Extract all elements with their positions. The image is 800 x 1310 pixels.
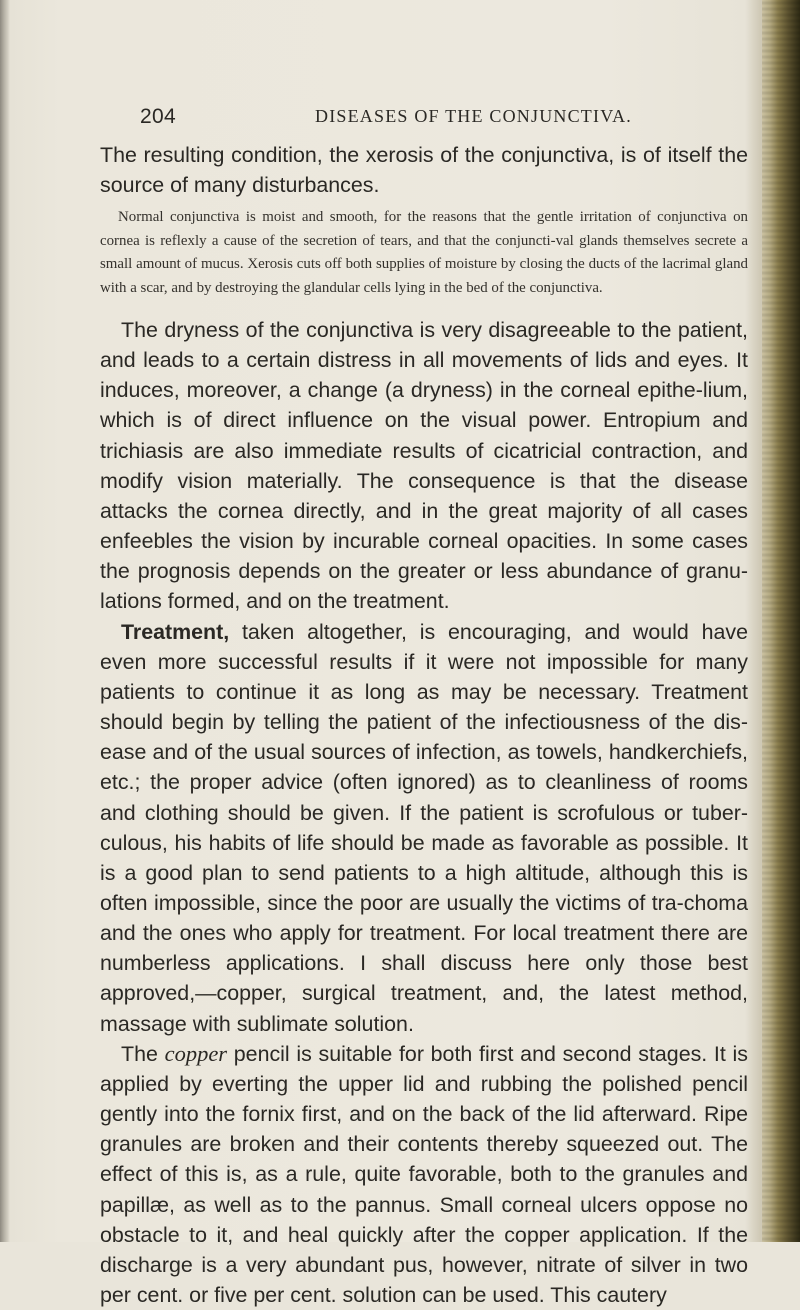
small-print-note: Normal conjunctiva is moist and smooth, for the reasons that the gentle irritation of conjunctiva on cornea is reflexly a cause of the secretion of tears, and that the conjuncti-val glands themselves secrete a small amount of mucus. Xerosis cuts off both supplies of moisture by closing the ducts of the lacrimal gland with a scar, and by destroying the glandular cells lying in the bed of the conjunctiva.	[100, 209, 748, 296]
page-body	[100, 140, 748, 1310]
running-head: DISEASES OF THE CONJUNCTIVA.	[315, 106, 632, 126]
copper-paragraph	[100, 1039, 748, 1310]
treatment-text: taken altogether, is encouraging, and would have even more successful results if it were not impossible for many patients to continue it as long as may be necessary. Treatment should begin by telling the patient of the infectiousness of the dis-ease and of the usual sources of infection, as towels, handkerchiefs, etc.; the proper advice (often ignored) as to cleanliness of rooms and clothing should be given. If the patient is scrofulous or tuber-culous, his habits of life should be made as favorable as possible. It is a good plan to send patients to a high altitude, although this is often impossible, since the poor are usually the victims of tra-choma and the ones who apply for treatment. For local treatment there are numberless applications. I shall discuss here only those best approved,—copper, surgical treatment, and, the latest method, massage with sublimate solution.	[100, 619, 748, 1036]
copper-term: copper	[164, 1040, 228, 1066]
treatment-term: Treatment,	[121, 619, 230, 644]
page-edge-stack	[762, 0, 800, 1242]
page-gutter-shadow	[0, 0, 10, 1242]
treatment-paragraph	[100, 617, 748, 1039]
dryness-paragraph: The dryness of the conjunctiva is very disagreeable to the patient, and leads to a certain distress in all movements of lids and eyes. It induces, moreover, a change (a dryness) in the corneal epithe-lium, which is of direct influence on the visual power. Entropium and trichiasis are also immediate results of cicatricial contraction, and modify vision materially. The consequence is that the disease attacks the cornea directly, and in the great majority of all cases enfeebles the vision by incurable corneal opacities. In some cases the prognosis depends on the greater or less abundance of granu-lations formed, and on the treatment.	[100, 318, 748, 614]
page-number: 204	[140, 105, 176, 128]
page-header	[140, 105, 740, 135]
copper-lead-in: The	[121, 1041, 165, 1066]
lead-paragraph: The resulting condition, the xerosis of the conjunctiva, is of itself the source of many disturbances.	[100, 143, 748, 197]
copper-text: pencil is suitable for both first and second stages. It is applied by everting the upper lid and rubbing the polished pencil gently into the fornix first, and on the back of the lid afterward. Ripe granules are broken and their contents thereby squeezed out. The effect of this is, as a rule, quite favorable, both to the granules and papillæ, as well as to the pannus. Small corneal ulcers oppose no obstacle to it, and heal quickly after the copper application. If the discharge is a very abundant pus, however, nitrate of silver in two per cent. or five per cent. solution can be used. This cautery	[100, 1041, 748, 1307]
